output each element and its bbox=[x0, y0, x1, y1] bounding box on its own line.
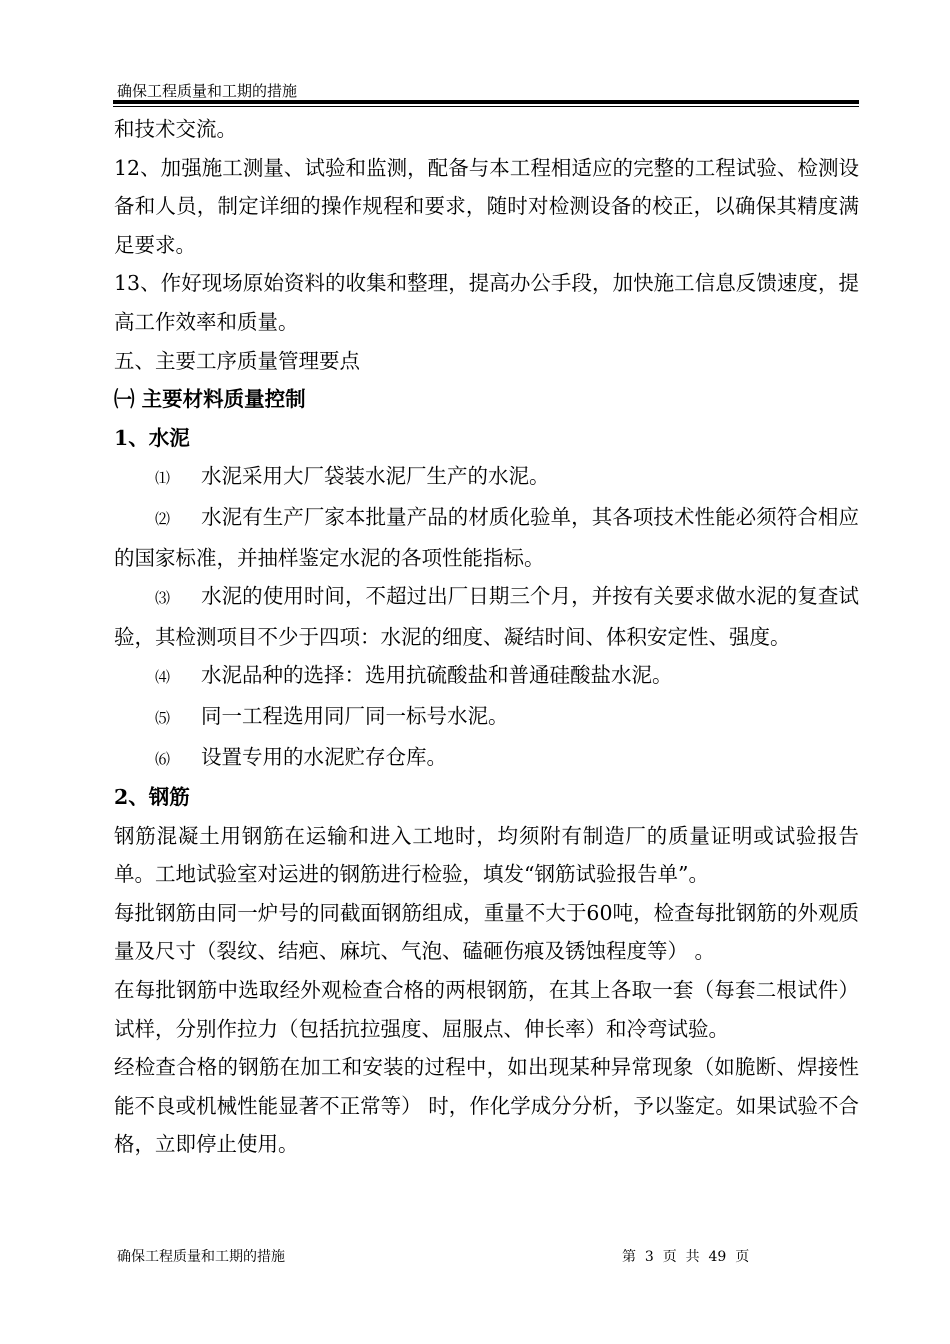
item-text: 水泥有生产厂家本批量产品的材质化验单，其各项技术性能必须符合相应的国家标准，并抽样鉴定水泥的各项性能指标。 bbox=[114, 504, 859, 570]
cement-item bbox=[114, 738, 859, 779]
section-heading: 五、主要工序质量管理要点 bbox=[114, 348, 360, 373]
item-text: 设置专用的水泥贮存仓库。 bbox=[201, 744, 447, 769]
item-text: 水泥品种的选择：选用抗硫酸盐和普通硅酸盐水泥。 bbox=[201, 663, 673, 688]
item-number: ⑴ bbox=[155, 469, 171, 488]
cement-item bbox=[114, 656, 859, 697]
cement-item bbox=[114, 697, 859, 738]
paragraph: 每批钢筋由同一炉号的同截面钢筋组成，重量不大于60吨，检查每批钢筋的外观质量及尺寸（裂纹、结疤、麻坑、气泡、磕砸伤痕及锈蚀程度等） 。 bbox=[114, 900, 859, 964]
header-rule-thick bbox=[113, 100, 859, 104]
paragraph: 和技术交流。 bbox=[114, 117, 237, 141]
item-number: ⑷ bbox=[155, 668, 171, 687]
cement-item bbox=[114, 457, 859, 498]
subsection-heading: ㈠ 主要材料质量控制 bbox=[114, 387, 306, 412]
item-number: ⑵ bbox=[155, 509, 171, 528]
item-text: 水泥采用大厂袋装水泥厂生产的水泥。 bbox=[201, 464, 550, 489]
cement-item bbox=[114, 498, 859, 577]
item-number: ⑸ bbox=[155, 708, 171, 727]
paragraph: 13、作好现场原始资料的收集和整理，提高办公手段，加快施工信息反馈速度，提高工作效率和质量。 bbox=[114, 271, 859, 334]
page-header-title: 确保工程质量和工期的措施 bbox=[117, 82, 298, 100]
item-text: 水泥的使用时间，不超过出厂日期三个月，并按有关要求做水泥的复查试验，其检测项目不少于四项：水泥的细度、凝结时间、体积安定性、强度。 bbox=[114, 584, 859, 649]
paragraph: 经检查合格的钢筋在加工和安装的过程中，如出现某种异常现象（如脆断、焊接性能不良或机械性能显著不正常等） 时，作化学成分分析，予以鉴定。如果试验不合格，立即停止使用。 bbox=[114, 1055, 859, 1157]
header-rule-thin bbox=[113, 106, 859, 107]
document-body bbox=[114, 110, 859, 1164]
paragraph: 在每批钢筋中选取经外观检查合格的两根钢筋，在其上各取一套（每套二根试件） 试样，分别作拉力（包括抗拉强度、屈服点、伸长率）和冷弯试验。 bbox=[114, 978, 859, 1041]
paragraph: 12、加强施工测量、试验和监测，配备与本工程相适应的完整的工程试验、检测设备和人员，制定详细的操作规程和要求，随时对检测设备的校正，以确保其精度满足要求。 bbox=[114, 155, 859, 257]
paragraph: 钢筋混凝土用钢筋在运输和进入工地时，均须附有制造厂的质量证明或试验报告单。工地试验室对运进的钢筋进行检验，填发“钢筋试验报告单”。 bbox=[114, 823, 859, 887]
page-footer-title: 确保工程质量和工期的措施 bbox=[117, 1249, 285, 1265]
cement-item bbox=[114, 577, 859, 656]
item-number: ⑶ bbox=[155, 589, 171, 608]
page-number: 第 3 页 共 49 页 bbox=[622, 1249, 750, 1265]
rebar-heading: 2、钢筋 bbox=[114, 785, 190, 810]
cement-heading: 1、水泥 bbox=[114, 425, 190, 450]
item-number: ⑹ bbox=[155, 749, 171, 768]
item-text: 同一工程选用同厂同一标号水泥。 bbox=[201, 703, 509, 728]
